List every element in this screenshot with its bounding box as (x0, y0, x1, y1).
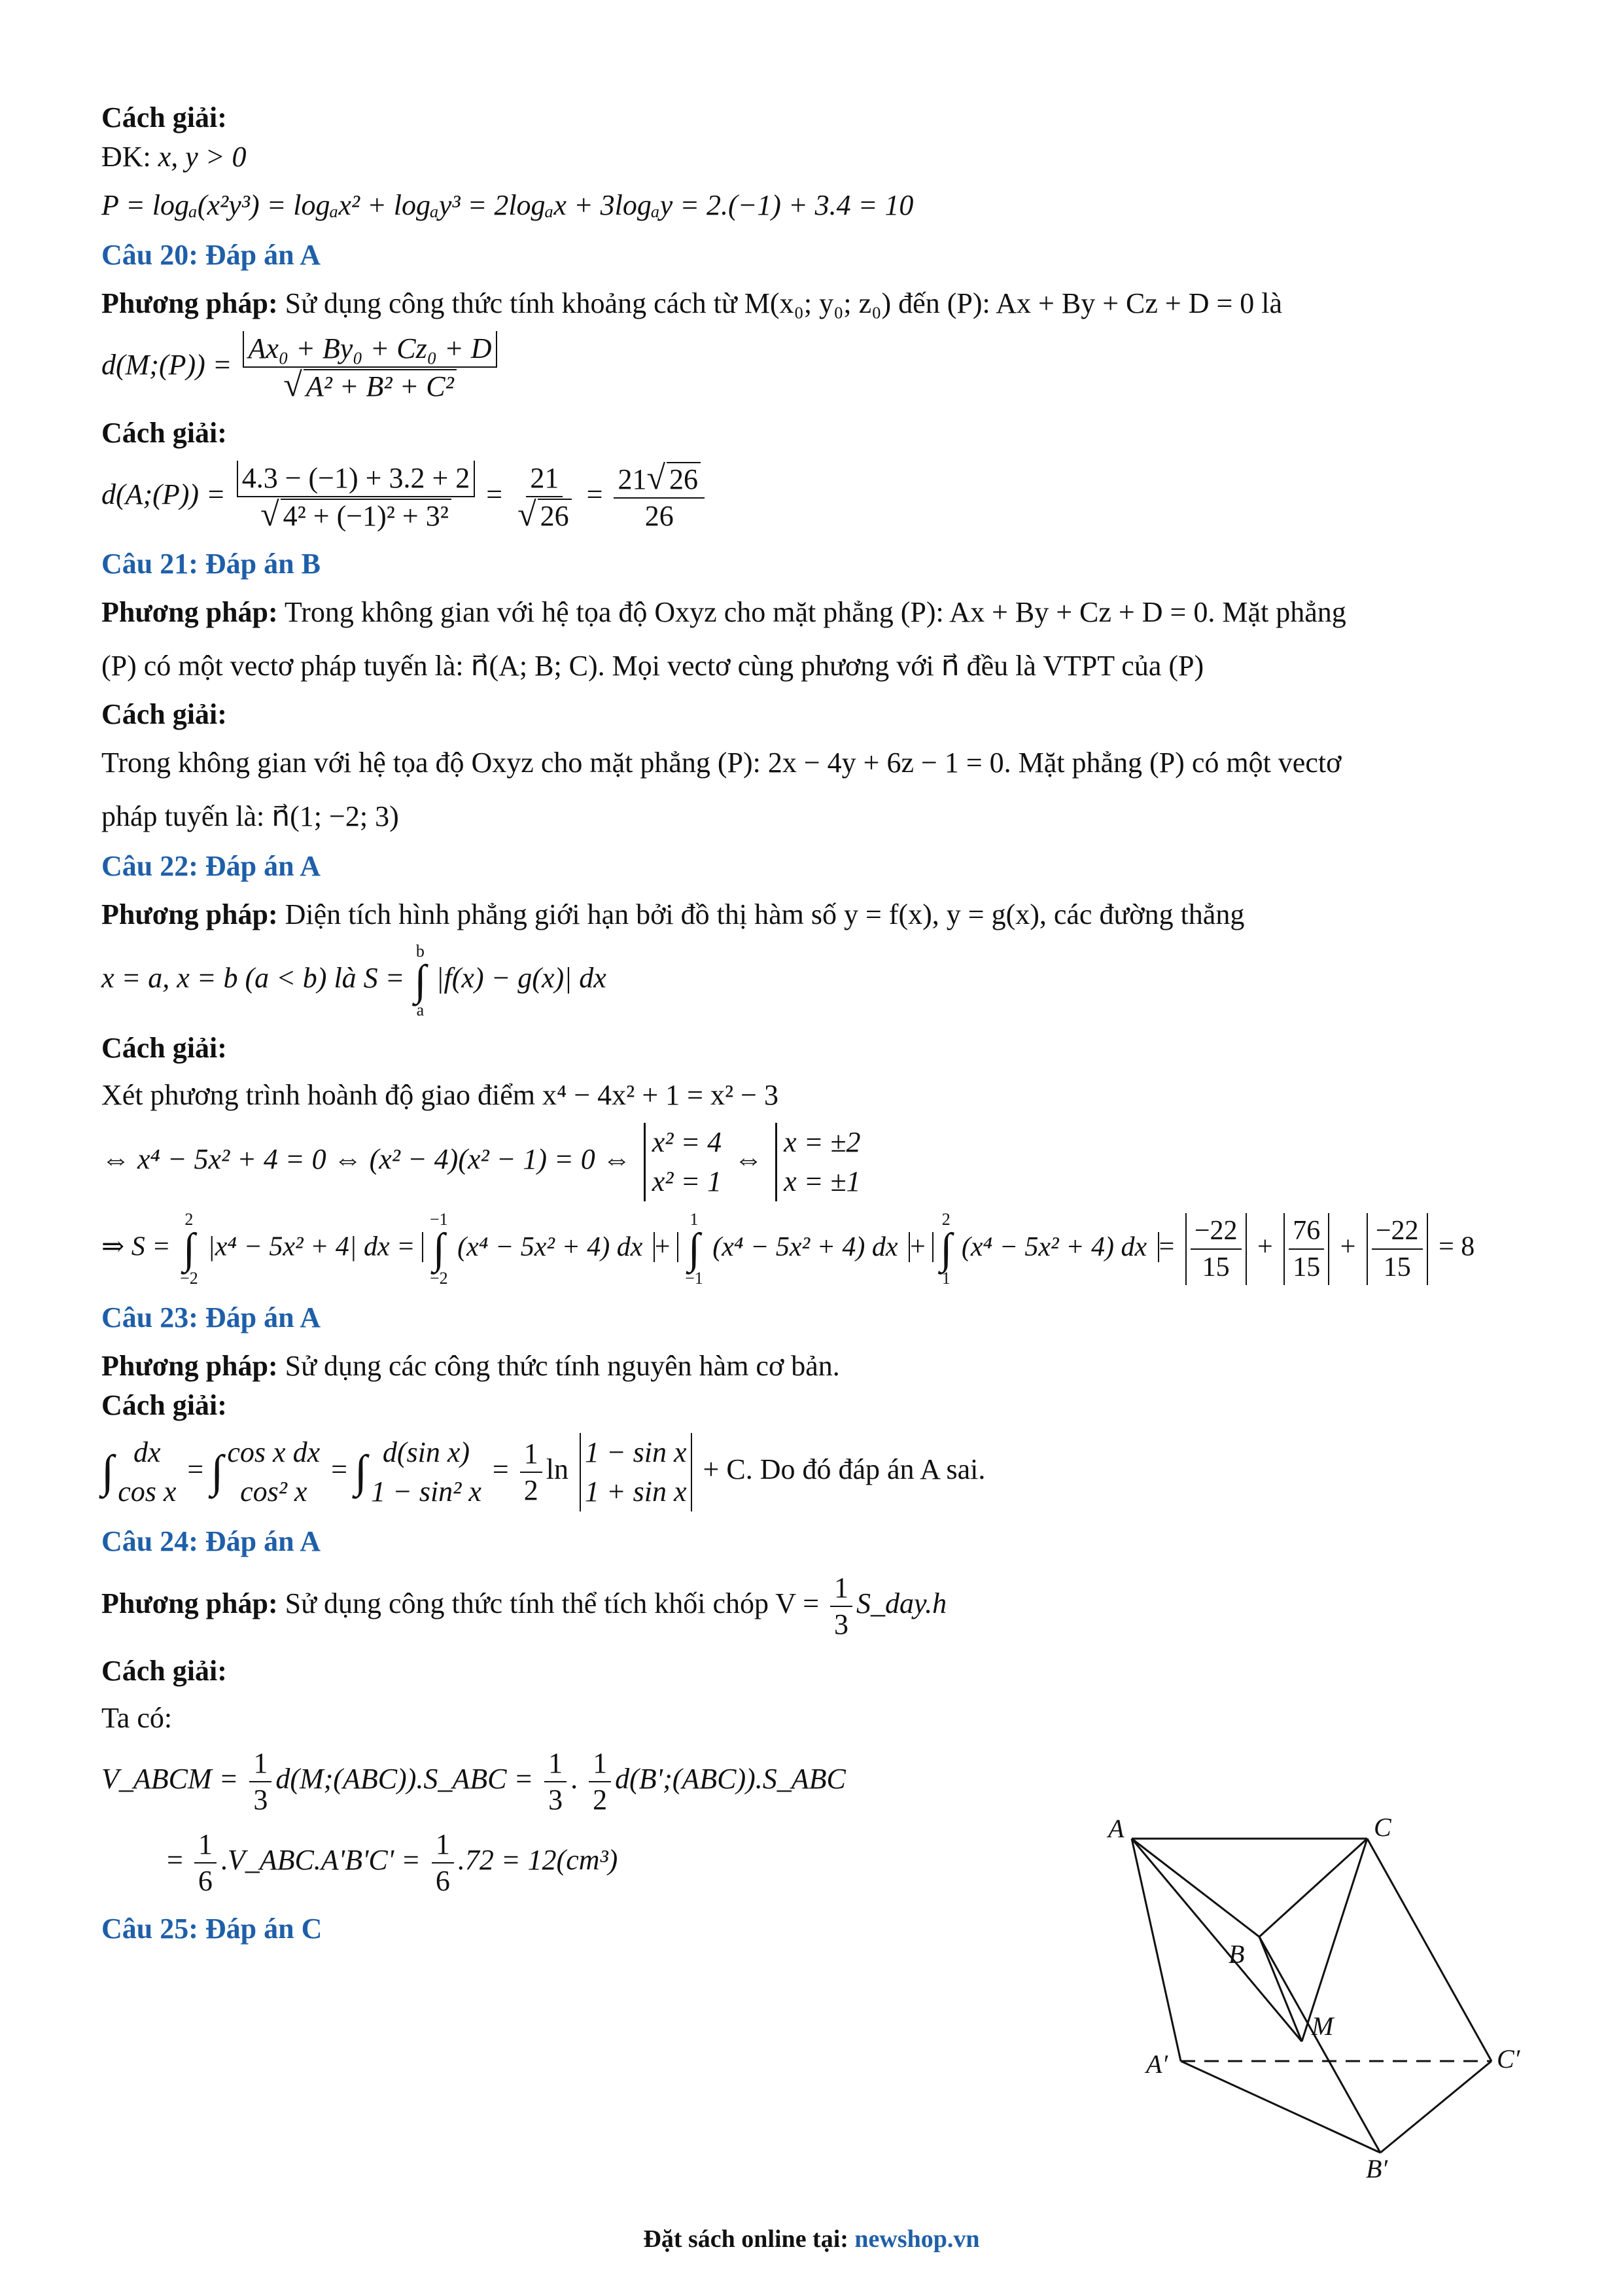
method-label: Phương pháp: (101, 287, 278, 319)
integral-lower: a (416, 1000, 425, 1019)
fraction-numerator: Ax₀ + By₀ + Cz₀ + D (243, 331, 497, 368)
case-bracket-1: x² = 4 x² = 1 (644, 1123, 722, 1201)
q23-method (101, 1347, 1521, 1386)
result-2: $\frac{76}{15}$ (1283, 1213, 1329, 1285)
q21-solution-label: Cách giải: (101, 698, 227, 730)
sol-fraction-2-den: √ 26 (514, 497, 576, 534)
label-b: B (1229, 1939, 1245, 1969)
sol-denominator: √ 4² + (−1)² + 3² (256, 497, 455, 534)
method-label: Phương pháp: (101, 1587, 278, 1620)
condition-text: x, y > 0 (158, 141, 247, 173)
footer-label: Đặt sách online tại: (643, 2225, 848, 2253)
document-body (101, 98, 1521, 1958)
q23-solution-label: Cách giải: (101, 1389, 227, 1421)
method-label: Phương pháp: (101, 1350, 278, 1382)
q22-method-2 (101, 942, 1521, 1019)
q21-solution-1: Trong không gian với hệ tọa độ Oxyz cho mặt phẳng (P): 2x − 4y + 6z − 1 = 0. Mặt phẳng (P) có một vectơ (101, 747, 1342, 779)
integral-full: 2 ∫ −2 (180, 1210, 198, 1288)
q21-solution-2: pháp tuyến là: n⃗(1; −2; 3) (101, 800, 399, 832)
label-c-prime: C′ (1497, 2044, 1520, 2074)
sol-fraction-2-num: 21 (526, 461, 563, 497)
footer (0, 2225, 1623, 2253)
q20-title: Câu 20: Đáp án A (101, 239, 321, 271)
method-label: Phương pháp: (101, 596, 278, 628)
q22-title: Câu 22: Đáp án A (101, 850, 321, 882)
q22-solution-label: Cách giải: (101, 1032, 227, 1064)
q22-solution-3: ⇒ S = 2 ∫ −2 |x⁴ − 5x² + 4| dx = −1 ∫ −2 (x⁴ − 5x² + 4) dx + 1 ∫ −1 (x⁴ − 5x² + 4) dx + 2 ∫ 1 (x⁴ − 5x² + 4) dx = $\frac{-22}{15}$ + $\frac{76}{15}$ + $\frac{-22}{15}$ = 8 (101, 1210, 1475, 1288)
method-text: Sử dụng các công thức tính nguyên hàm cơ bản. (285, 1350, 840, 1382)
sol-fraction-1 (237, 461, 476, 534)
q21-method-1 (101, 593, 1521, 632)
condition-label: ĐK: (101, 141, 151, 173)
q24-volume-1: V_ABCM = $\frac{1}{3}$ d(M;(ABC)).S_ABC = $\frac{1}{3}$ . $\frac{1}{2}$ d(B';(ABC)).S_ABC (101, 1747, 846, 1816)
integral-sign: b ∫ a (414, 942, 427, 1019)
fraction-denominator: √ A² + B² + C² (279, 368, 461, 404)
q22-solution-1: Xét phương trình hoành độ giao điểm x⁴ − 4x² + 1 = x² − 3 (101, 1079, 778, 1111)
method-text: Trong không gian với hệ tọa độ Oxyz cho mặt phẳng (P): Ax + By + Cz + D = 0. Mặt phẳng (284, 596, 1346, 628)
q25-title: Câu 25: Đáp án C (101, 1913, 323, 1945)
factorization: ⇔ x⁴ − 5x² + 4 = 0 ⇔ (x² − 4)(x² − 1) = 0 ⇔ (101, 1143, 631, 1176)
q24-method: Phương pháp: Sử dụng công thức tính thể tích khối chóp V = $\frac{1}{3}$ S_day.h (101, 1572, 947, 1640)
p-formula: P = logₐ(x²y³) = logₐx² + logₐy³ = 2logₐx + 3logₐy = 2.(−1) + 3.4 = 10 (101, 189, 914, 221)
q24-title: Câu 24: Đáp án A (101, 1525, 321, 1557)
sol-fraction-3 (614, 461, 705, 534)
integral-abs-1: −1 ∫ −2 (x⁴ − 5x² + 4) dx (422, 1232, 655, 1262)
q23-title: Câu 23: Đáp án A (101, 1301, 321, 1333)
q20-method (101, 284, 1521, 323)
q23-conclusion: + C. Do đó đáp án A sai. (703, 1453, 986, 1486)
sol-fraction-3-den: 26 (644, 500, 674, 532)
label-b-prime: B′ (1366, 2154, 1388, 2179)
sol-numerator: 4.3 − (−1) + 3.2 + 2 (237, 461, 476, 497)
method-text: Diện tích hình phẳng giới hạn bởi đồ thị hàm số y = f(x), y = g(x), các đường thẳng (285, 898, 1245, 930)
q24-solution-label: Cách giải: (101, 1655, 227, 1687)
label-a: A (1108, 1814, 1125, 1843)
method-text: Sử dụng công thức tính khoảng cách từ M(x₀; y₀; z₀) đến (P): Ax + By + Cz + D = 0 là (285, 287, 1283, 319)
q22-method-1 (101, 895, 1521, 934)
distance-fraction (243, 331, 497, 404)
integral-abs-3: 2 ∫ 1 (x⁴ − 5x² + 4) dx (932, 1232, 1159, 1262)
q23-solution: ∫ dx cos x = ∫ cos x dx cos² x = ∫ d(sin x) 1 − sin² x = $\frac{1}{2}$ ln 1 − sin x 1 + sin x + C. Do đó đáp án A sai. (101, 1433, 1521, 1511)
condition-line (101, 137, 1521, 177)
sol-fraction-2 (514, 461, 576, 534)
q20-solution-formula: d(A;(P)) = $\frac{4.3 - (-1) + 3.2 + 2}{\text{√ 4² + (−1)² + 3²}}$ = $\frac{21}{√ 26}$ = $\frac{21√ 26}{26}$ (101, 461, 1521, 534)
footer-link[interactable]: newshop.vn (854, 2225, 980, 2253)
area-formula-integrand: |f(x) − g(x)| dx (436, 962, 606, 995)
q21-title: Câu 21: Đáp án B (101, 548, 321, 580)
result-3: $\frac{-22}{15}$ (1367, 1213, 1428, 1285)
q20-solution-label: Cách giải: (101, 417, 227, 449)
sol-lhs: d(A;(P)) = (101, 478, 226, 511)
solution-label: Cách giải: (101, 101, 227, 133)
sol-fraction-3-num: 21√ 26 (614, 461, 705, 499)
prism-figure (1106, 1812, 1524, 2179)
q24-volume-2: = $\frac{1}{6}$ .V_ABC.A'B'C' = $\frac{1}{6}$ .72 = 12(cm³) (167, 1828, 618, 1897)
q20-distance-formula (101, 331, 1521, 404)
result-1: $\frac{-22}{15}$ (1185, 1213, 1247, 1285)
area-formula-lhs: x = a, x = b (a < b) là S = (101, 962, 405, 995)
method-label: Phương pháp: (101, 898, 278, 930)
label-a-prime: A′ (1146, 2049, 1168, 2079)
case-bracket-2: x = ±2 x = ±1 (775, 1123, 860, 1201)
label-c: C (1374, 1812, 1391, 1842)
formula-lhs: d(M;(P)) = (101, 349, 232, 381)
q24-ta-co: Ta có: (101, 1702, 173, 1734)
integral-upper: b (415, 942, 425, 961)
q22-solution-2: ⇔ x⁴ − 5x² + 4 = 0 ⇔ (x² − 4)(x² − 1) = 0 ⇔ x² = 4 x² = 1 ⇔ x = ±2 x = ±1 (101, 1123, 1521, 1201)
label-m: M (1312, 2011, 1334, 2041)
q21-method-2: (P) có một vectơ pháp tuyến là: n⃗(A; B; C). Mọi vectơ cùng phương với n⃗ đều là VTPT của (P) (101, 650, 1204, 682)
integral-abs-2: 1 ∫ −1 (x⁴ − 5x² + 4) dx (677, 1232, 910, 1262)
